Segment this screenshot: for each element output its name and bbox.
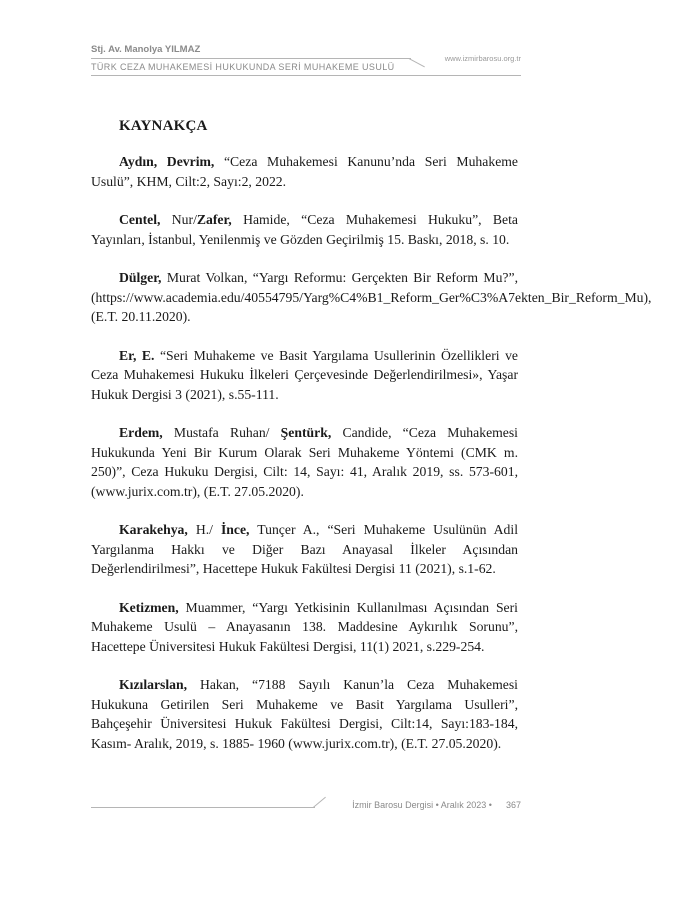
footer-journal: İzmir Barosu Dergisi • Aralık 2023 • xyxy=(352,800,492,810)
footer-text xyxy=(352,800,521,810)
reference-text: H./ xyxy=(187,522,221,537)
reference-entry xyxy=(91,598,518,657)
reference-entry xyxy=(91,268,652,327)
reference-entry xyxy=(91,423,518,501)
reference-text: Hakan, “7188 Sayılı Kanun’la Ceza Muhakemesi Hukukuna Getirilen Seri Muhakeme ve Basit Yargılama Usulleri”, Bahçeşehir Üniversitesi Hukuk Fakültesi Dergisi, Cilt:14, Sayı:183-184, Kasım- Aralık, 2019, s. 1885- 1960 (www.jurix.com.tr), (E.T. 27.05.2020). xyxy=(91,677,518,751)
reference-text: Tunçer A., “Seri Muhakeme Usulünün Adil Yargılanma Hakkı ve Diğer Bazı Anayasal İlkeler Açısından Değerlendirilmesi”, Hacettepe Hukuk Fakültesi Dergisi 11 (2021), s.1-62. xyxy=(91,522,519,576)
reference-text: Nur/ xyxy=(160,212,197,227)
header-url: www.izmirbarosu.org.tr xyxy=(444,54,521,63)
footer-rule xyxy=(91,807,315,808)
reference-text: “Ceza Muhakemesi Kanunu’nda Seri Muhakeme Usulü”, KHM, Cilt:2, Sayı:2, 2022. xyxy=(91,154,518,189)
reference-author: Şentürk, xyxy=(280,425,332,440)
bibliography xyxy=(91,118,652,772)
reference-author: İnce, xyxy=(220,522,250,537)
header-rule-slant xyxy=(409,58,425,67)
bibliography-heading: KAYNAKÇA xyxy=(119,118,208,134)
reference-author: Dülger, xyxy=(119,270,162,285)
reference-list xyxy=(91,152,652,753)
reference-text: Hamide, “Ceza Muhakemesi Hukuku”, Beta Yayınları, İstanbul, Yenilenmiş ve Gözden Geçirilmiş 15. Baskı, 2018, s. 10. xyxy=(91,212,518,247)
reference-entry xyxy=(91,675,518,753)
reference-text: Mustafa Ruhan/ xyxy=(162,425,281,440)
reference-entry xyxy=(91,346,518,405)
reference-text: “Seri Muhakeme ve Basit Yargılama Usullerinin Özellikleri ve Ceza Muhakemesi Hukuku İlkeleri Çerçevesinde Değerlendirilmesi», Yaşar Hukuk Dergisi 3 (2021), s.55-111. xyxy=(91,347,518,402)
running-header xyxy=(91,44,521,78)
reference-entry xyxy=(91,520,518,579)
header-title: TÜRK CEZA MUHAKEMESİ HUKUKUNDA SERİ MUHAKEME USULÜ xyxy=(91,62,395,72)
reference-author: Zafer, xyxy=(196,212,232,227)
header-author: Stj. Av. Manolya YILMAZ xyxy=(91,44,201,55)
reference-text: Murat Volkan, “Yargı Reformu: Gerçekten Bir Reform Mu?”, (https://www.academia.edu/40554795/Yarg%C4%B1_Reform_Ger%C3%A7ekten_Bir_Reform_Mu), (E.T. 20.11.2020). xyxy=(91,270,652,324)
header-rule-bottom xyxy=(91,75,521,76)
reference-entry xyxy=(91,210,518,249)
running-footer xyxy=(91,796,521,816)
page-number: 367 xyxy=(505,800,521,810)
reference-author: Erdem, xyxy=(119,425,163,440)
reference-text: Candide, “Ceza Muhakemesi Hukukunda Yeni Bir Kurum Olarak Seri Muhakeme Yöntemi (CMK m. 250)”, Ceza Hukuku Dergisi, Cilt: 14, Sayı: 41, Aralık 2019, ss. 573-601, (www.jurix.com.tr), (E.T. 27.05.2020). xyxy=(91,425,518,499)
reference-author: Er, E. xyxy=(119,347,155,363)
reference-author: Kızılarslan, xyxy=(119,677,188,692)
reference-text: Muammer, “Yargı Yetkisinin Kullanılması Açısından Seri Muhakeme Usulü – Anayasanın 138. Maddesine Aykırılık Sorunu”, Hacettepe Üniversitesi Hukuk Fakültesi Dergisi, 11(1) 2021, s.229-254. xyxy=(91,599,518,654)
reference-author: Karakehya, xyxy=(119,522,188,537)
reference-author: Ketizmen, xyxy=(119,599,179,615)
reference-author: Aydın, Devrim, xyxy=(119,154,215,169)
reference-author: Centel, xyxy=(119,212,161,227)
reference-entry xyxy=(91,152,518,191)
header-rule xyxy=(91,58,411,59)
footer-rule-slant xyxy=(313,797,326,808)
